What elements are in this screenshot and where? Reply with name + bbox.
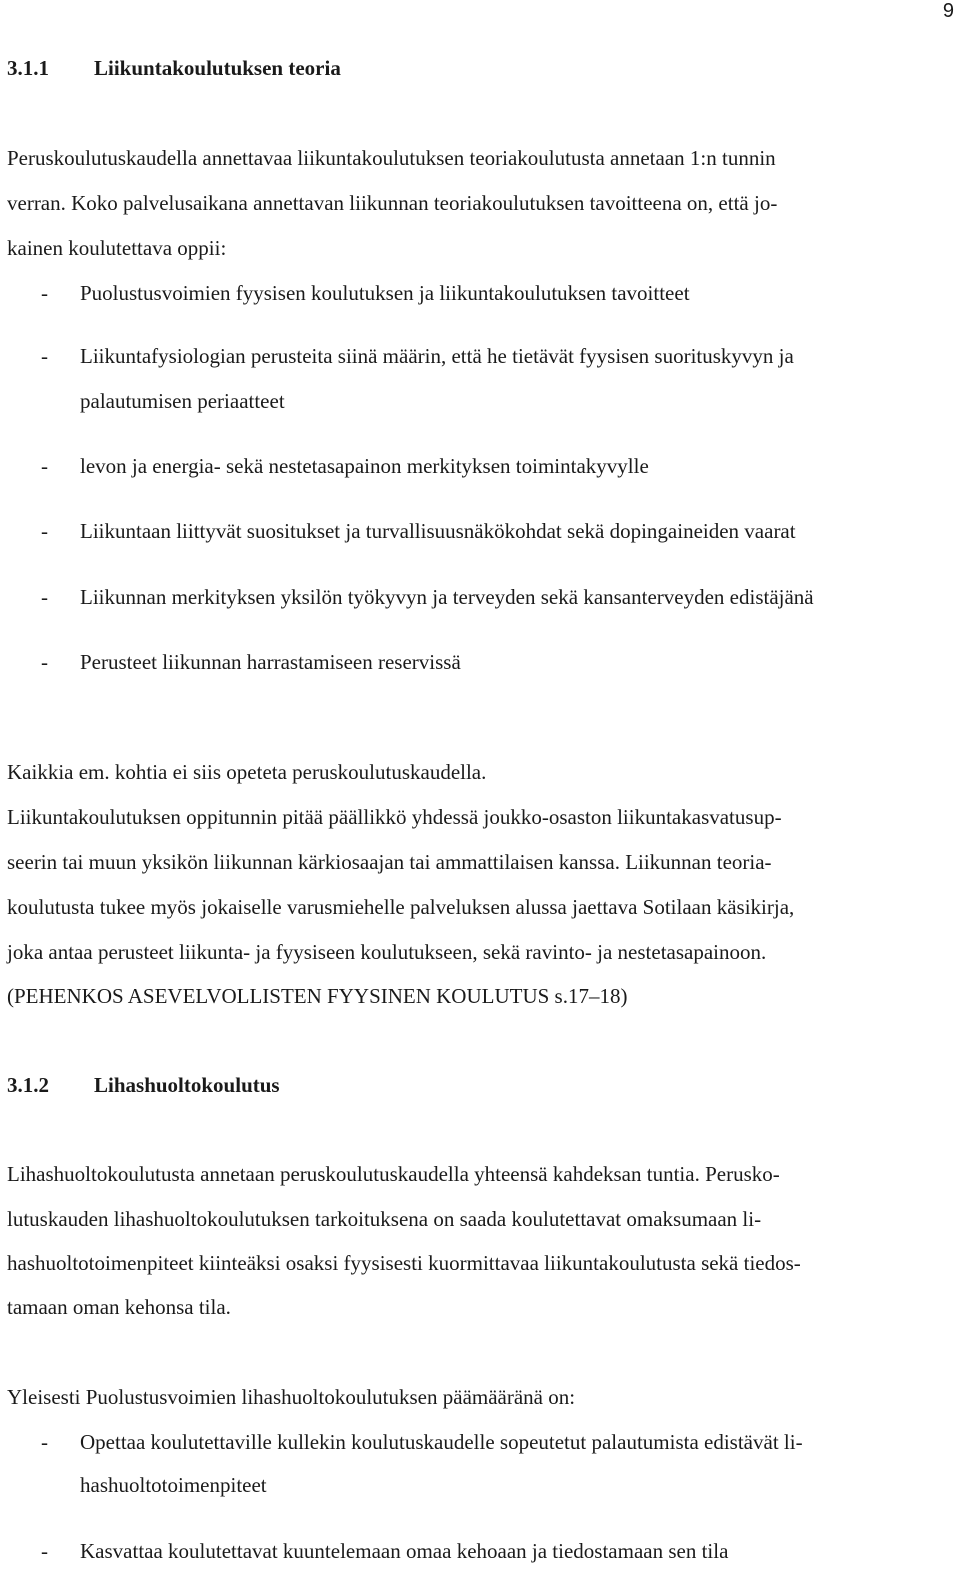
list-item-text: Puolustusvoimien fyysisen koulutuksen ja liikuntakoulutuksen tavoitteet (80, 281, 690, 305)
paragraph-line: Peruskoulutuskaudella annettavaa liikuntakoulutuksen teoriakoulutusta annetaan 1:n tunnin (7, 146, 776, 170)
paragraph-line: kainen koulutettava oppii: (7, 236, 227, 260)
section-title: Lihashuoltokoulutus (94, 1073, 280, 1097)
list-item-text: Opettaa koulutettaville kullekin koulutuskaudelle sopeutetut palautumista edistävät li- (80, 1430, 803, 1454)
paragraph-line: Liikuntakoulutuksen oppitunnin pitää päällikkö yhdessä joukko-osaston liikuntakasvatusup- (7, 805, 782, 829)
paragraph-line: lutuskauden lihashuoltokoulutuksen tarkoituksena on saada koulutettavat omaksumaan li- (7, 1207, 762, 1231)
goals-intro: Yleisesti Puolustusvoimien lihashuoltokoulutuksen päämääränä on: (7, 1385, 576, 1409)
section-number: 3.1.2 (7, 1073, 49, 1097)
paragraph-line: verran. Koko palvelusaikana annettavan liikunnan teoriakoulutuksen tavoitteena on, että jo- (7, 191, 778, 215)
list-item-text: hashuoltotoimenpiteet (80, 1473, 267, 1497)
bullet-dash: - (41, 281, 48, 305)
section-title: Liikuntakoulutuksen teoria (94, 56, 341, 80)
paragraph-line: Kaikkia em. kohtia ei siis opeteta peruskoulutuskaudella. (7, 760, 487, 784)
list-item-text: Liikuntaan liittyvät suositukset ja turvallisuusnäkökohdat sekä dopingaineiden vaarat (80, 519, 796, 543)
list-item-text: Perusteet liikunnan harrastamiseen reservissä (80, 650, 461, 674)
paragraph-line: tamaan oman kehonsa tila. (7, 1295, 231, 1319)
page-number: 9 (942, 0, 954, 22)
list-item-text: palautumisen periaatteet (80, 389, 285, 413)
bullet-dash: - (41, 650, 48, 674)
bullet-dash: - (41, 344, 48, 368)
bullet-dash: - (41, 1539, 48, 1563)
reference-line: (PEHENKOS ASEVELVOLLISTEN FYYSINEN KOULUTUS s.17–18) (7, 984, 628, 1008)
paragraph-line: hashuoltotoimenpiteet kiinteäksi osaksi fyysisesti kuormittavaa liikuntakoulutusta sekä tiedos- (7, 1251, 801, 1275)
list-item-text: levon ja energia- sekä nestetasapainon merkityksen toimintakyvylle (80, 454, 649, 478)
list-item-text: Kasvattaa koulutettavat kuuntelemaan omaa kehoaan ja tiedostamaan sen tila (80, 1539, 729, 1563)
paragraph-line: Lihashuoltokoulutusta annetaan peruskoulutuskaudella yhteensä kahdeksan tuntia. Perusko- (7, 1162, 780, 1186)
bullet-dash: - (41, 585, 48, 609)
bullet-dash: - (41, 1430, 48, 1454)
section-number: 3.1.1 (7, 56, 49, 80)
paragraph-line: joka antaa perusteet liikunta- ja fyysiseen koulutukseen, sekä ravinto- ja nestetasapainoon. (7, 940, 767, 964)
paragraph-line: koulutusta tukee myös jokaiselle varusmiehelle palveluksen alussa jaettava Sotilaan käsikirja, (7, 895, 795, 919)
bullet-dash: - (41, 454, 48, 478)
bullet-dash: - (41, 519, 48, 543)
list-item-text: Liikunnan merkityksen yksilön työkyvyn ja terveyden sekä kansanterveyden edistäjänä (80, 585, 814, 609)
list-item-text: Liikuntafysiologian perusteita siinä määrin, että he tietävät fyysisen suorituskyvyn ja (80, 344, 794, 368)
paragraph-line: seerin tai muun yksikön liikunnan kärkiosaajan tai ammattilaisen kanssa. Liikunnan teoria- (7, 850, 772, 874)
